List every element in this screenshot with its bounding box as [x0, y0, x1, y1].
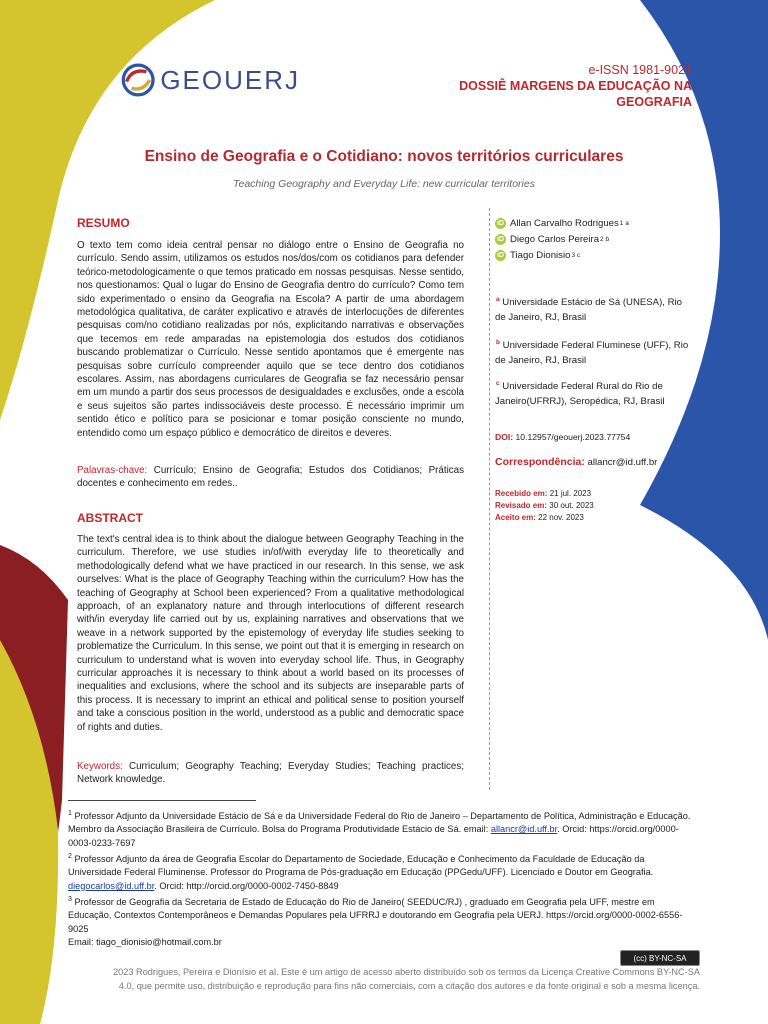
orcid-icon[interactable]: iD — [497, 220, 504, 227]
footnote-1: $^1$ Professor Adjunto da Universidade Estácio de Sá e da Universidade Federal do Rio de Janeiro – Departamento de Política, Administração e Educação. Membro da Associação Brasileira de Currículo. Bolsa do Programa Produtividade Estácio de Sá. email: allancr@id.uff.br. Orcid: https://orcid.org/0000-0003-0233-7697 — [68, 810, 691, 848]
license-text: 2023 Rodrigues, Pereira e Dionísio et al. Este é um artigo de acesso aberto distribuído sob os termos da Licença Creative Commons BY-NC-SA 4.0, que permite uso, distribuição e reprodução para fins não comerciais, com a citação dos autores e da fonte original e sob a mesma licença. — [113, 967, 700, 991]
affiliation-sup: a — [496, 296, 500, 303]
author-item — [495, 218, 695, 229]
affiliation-b — [495, 335, 690, 368]
author-name: Tiago Dionisio — [510, 250, 571, 261]
resumo-text: O texto tem como ideia central pensar no diálogo entre o Ensino de Geografia no currículo. Sendo assim, utilizamos os estudos nos/dos/com os cotidianos para defender teórico-metodologicamente o que temos praticado em nossas pesquisas. Nesse sentido, nos questionamos: Qual o lugar do Ensino de Geografia dentro do currículo? Como tem sido experimentado o ensino da Geografia na Escola? A partir de uma abordagem metodológica qualitativa, de caráter explicativo e através de interlocuções de diferentes pesquisas com/no cotidiano realizadas por nós, explicitando narrativas e observações que tecemos em rede amparadas na epistemologia dos estudos dos cotidianos buscando problematizar o Currículo. Nesse sentido apontamos que é emergente nas pesquisas sobre currículo compreender aquilo que se tece dentro dos cotidianos escolares. Assim, nas abordagens curriculares de Geografia se faz necessário pensar em um mundo a partir dos seus processos de desigualdades e exclusões, onde a escola e seus sujeitos são partes indissociáveis deste processo. É necessário imprimir um sentido ético e político para se posicionar e tomar posição consciente no mundo, entendido como um espaço público e democrático de direitos e deveres. — [77, 240, 464, 439]
author-sup: 3 c — [571, 252, 581, 259]
footnote-1-email[interactable]: allancr@id.uff.br — [490, 824, 558, 835]
affiliation-sup: c — [496, 380, 500, 387]
affiliation-sup: b — [496, 339, 500, 346]
author-item — [495, 234, 695, 245]
column-divider — [489, 208, 490, 790]
author-sup: 2 b — [600, 236, 610, 243]
authors-list — [495, 218, 695, 266]
logo-swirl-icon — [120, 58, 156, 102]
issn: e-ISSN 1981-9021 — [588, 63, 692, 77]
footnote-3-email: Email: tiago_dionisio@hotmail.com.br — [68, 937, 222, 948]
keywords-label: Keywords: — [77, 761, 123, 772]
doi-label: DOI: — [495, 432, 514, 442]
doi-value[interactable]: 10.12957/geouerj.2023.77754 — [515, 432, 631, 442]
keywords-value: Curriculum; Geography Teaching; Everyday Studies; Teaching practices; Network knowledge. — [77, 761, 464, 786]
author-name: Diego Carlos Pereira — [510, 234, 600, 245]
footnote-3: $^3$ Professor de Geografia da Secretaria de Estado de Educação do Rio de Janeiro( SEEDUC/RJ) , graduado em Geografia pela UFF, mestre em Educação, Contextos Contemporâneos e Demandas Populares pela UFRRJ e doutorando em Geografia pela UERJ. https://orcid.org/0000-0002-6556-9025 Email: tiago_dionisio@hotmail.com.br — [68, 893, 698, 950]
author-sup: 1 a — [619, 220, 629, 227]
orcid-icon[interactable]: iD — [497, 252, 504, 259]
date-received: Recebido em: 21 jul. 2023 — [495, 489, 592, 498]
resumo-keywords — [77, 464, 464, 491]
footnote-rule — [68, 800, 256, 801]
journal-info — [452, 62, 692, 110]
article-title: Ensino de Geografia e o Cotidiano: novos territórios curriculares — [144, 148, 624, 165]
article-subtitle: Teaching Geography and Everyday Life: new curricular territories — [233, 178, 535, 190]
correspondence — [495, 456, 657, 468]
keywords-value: Currículo; Ensino de Geografia; Estudos dos Cotidianos; Práticas docentes e conhecimento em redes.. — [77, 465, 464, 490]
author-item — [495, 250, 695, 261]
doi — [495, 432, 630, 442]
affiliation-text: Universidade Federal Fluminese (UFF), Rio de Janeiro, RJ, Brasil — [495, 340, 689, 367]
date-accepted: Aceito em: 22 nov. 2023 — [495, 513, 584, 522]
keywords-label: Palavras-chave: — [77, 465, 148, 476]
abstract-text: The text's central idea is to think about the dialogue between Geography Teaching in the curriculum. Therefore, we use studies in/of/with everyday life to theoretically and methodologically defend what we have practiced in our research. In this sense, we ask ourselves: What is the place of Geography Teaching within the curriculum? How has the teaching of Geography at School been experienced? From a qualitative methodological approach, of an explanatory nature and through interlocutions of different research with/in everyday life carried out by us, explaining narratives and observations that we weave in a network supported by the epistemology of everyday life studies seeking to problematize the Curriculum. In this sense, we point out that it is emerging in research on curriculum to understand what is woven into everyday school life. Thus, in Geography curricular approaches it is necessary to think about a world based on its processes of inequalities and exclusions, where the school and its subjects are inseparable parts of this process. It is necessary to imprint an ethical and political sense to position yourself and take a conscious position in the world, understood as a public and democratic space of rights and duties. — [77, 534, 464, 733]
footnote-2-email[interactable]: diegocarlos@id.uff.br — [68, 880, 155, 891]
orcid-icon[interactable]: iD — [497, 236, 504, 243]
journal-logo — [120, 58, 300, 102]
abstract-heading: ABSTRACT — [77, 511, 143, 525]
correspondence-label: Correspondência: — [495, 456, 585, 468]
article-dates — [495, 488, 594, 524]
dossier-title: DOSSIÊ MARGENS DA EDUCAÇÃO NA GEOGRAFIA — [459, 79, 692, 109]
resumo-heading: RESUMO — [77, 216, 130, 230]
abstract-keywords — [77, 760, 464, 787]
affiliation-c — [495, 376, 690, 409]
date-revised: Revisado em: 30 out. 2023 — [495, 501, 594, 510]
correspondence-email[interactable]: allancr@id.uff.br — [587, 457, 658, 468]
author-name: Allan Carvalho Rodrigues — [510, 218, 619, 229]
affiliation-a — [495, 292, 690, 325]
cc-license-badge[interactable]: (cc) BY-NC-SA — [620, 950, 700, 966]
affiliation-text: Universidade Federal Rural do Rio de Janeiro(UFRRJ), Seropédica, RJ, Brasil — [495, 381, 665, 408]
affiliation-text: Universidade Estácio de Sá (UNESA), Rio de Janeiro, RJ, Brasil — [495, 297, 682, 324]
logo-text: GEOUERJ — [160, 64, 300, 95]
footnote-2: $^2$ Professor Adjunto da área de Geografia Escolar do Departamento de Sociedade, Educação e Conhecimento da Faculdade de Educação da Universidade Federal Fluminense. Professor do Programa de Pós-graduação em Educação (PPGedu/UFF). Licenciado e Doutor em Geografia. diegocarlos@id.uff.br. Orcid: http://orcid.org/0000-0002-7450-8849 — [68, 853, 654, 891]
